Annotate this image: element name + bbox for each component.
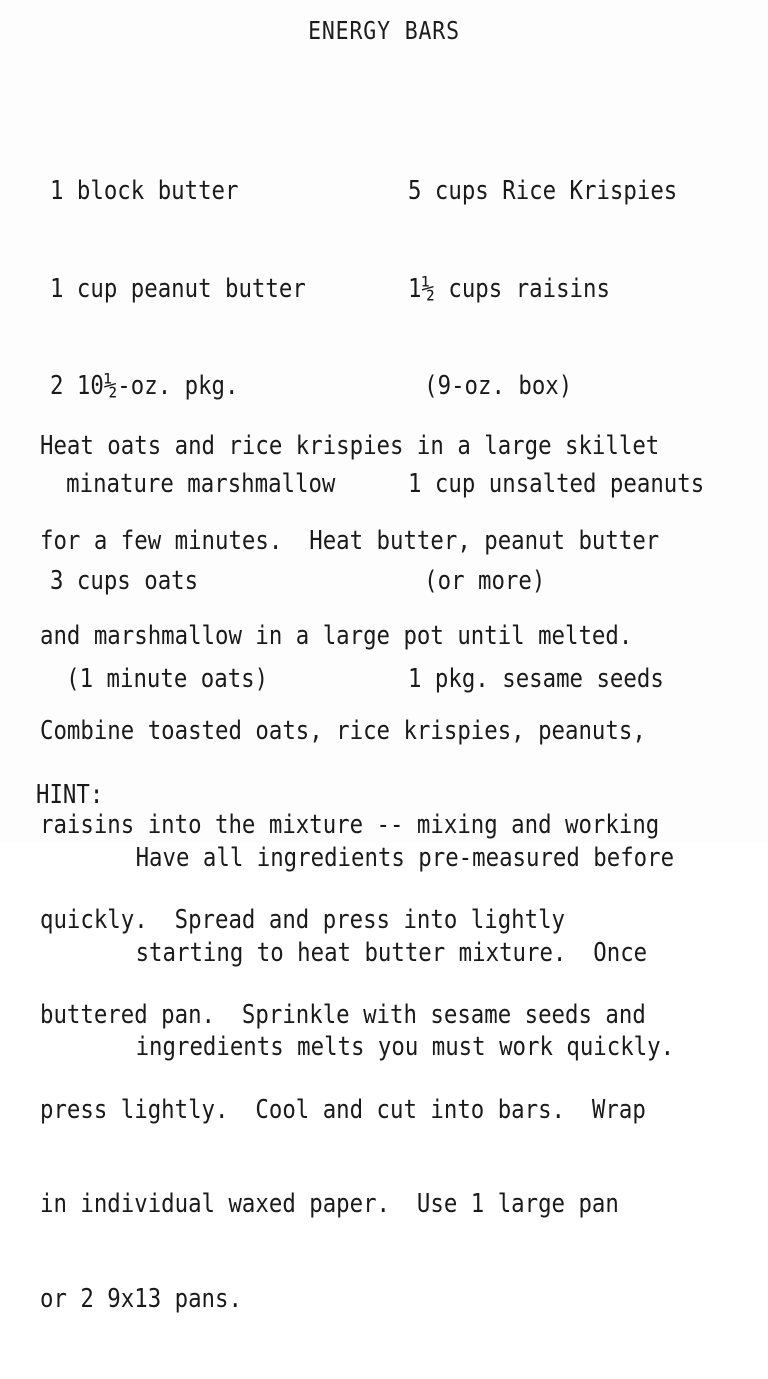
instruction-line: and marshmallow in a large pot until melted. — [40, 620, 633, 651]
hint-line: starting to heat butter mixture. Once — [135, 937, 648, 968]
instruction-line: for a few minutes. Heat butter, peanut butter — [40, 525, 660, 556]
ingredient-line: 5 cups Rice Krispies — [408, 176, 678, 206]
instruction-line: raisins into the mixture -- mixing and working — [40, 810, 660, 841]
ingredient-line: 1½ cups raisins — [408, 273, 610, 304]
hint-section — [36, 717, 674, 1190]
ingredient-line: 1 block butter — [50, 176, 239, 206]
instruction-line: quickly. Spread and press into lightly — [40, 905, 566, 936]
ingredient-line: 1 cup peanut butter — [50, 273, 306, 304]
ingredient-line-continuation: minature marshmallow — [66, 468, 336, 499]
ingredient-line-continuation: (9-oz. box) — [424, 371, 573, 401]
instruction-line: or 2 9x13 pans. — [40, 1284, 242, 1315]
ingredient-line-continuation: (or more) — [424, 566, 546, 596]
instruction-line: Heat oats and rice krispies in a large skillet — [40, 431, 660, 462]
hint-label: HINT: — [36, 780, 104, 810]
instruction-line: in individual waxed paper. Use 1 large pan — [40, 1189, 619, 1220]
hint-line: Have all ingredients pre-measured before — [135, 843, 675, 873]
instruction-line: press lightly. Cool and cut into bars. Wrap — [40, 1094, 646, 1125]
ingredient-line-continuation: (1 minute oats) — [66, 663, 269, 694]
instruction-line: buttered pan. Sprinkle with sesame seeds and — [40, 999, 646, 1030]
ingredient-line: 1 cup unsalted peanuts — [408, 468, 705, 499]
instruction-line: Combine toasted oats, rice krispies, peanuts, — [40, 715, 646, 746]
ingredient-line: 1 pkg. sesame seeds — [408, 663, 664, 694]
hint-text — [136, 780, 674, 1127]
ingredient-line: 2 10½-oz. pkg. — [50, 371, 239, 401]
ingredient-line: 3 cups oats — [50, 566, 199, 596]
recipe-title: ENERGY BARS — [308, 16, 460, 45]
hint-line: ingredients melts you must work quickly. — [135, 1032, 675, 1062]
